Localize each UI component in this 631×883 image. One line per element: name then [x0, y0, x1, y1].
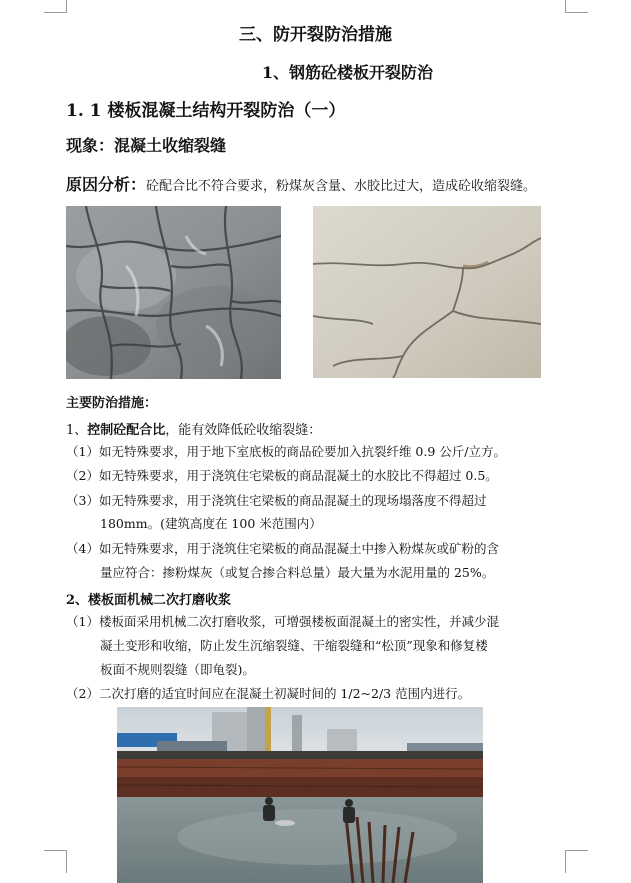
measure-1-item-4: （4）如无特殊要求，用于浇筑住宅梁板的商品混凝土中掺入粉煤灰或矿粉的含 — [66, 541, 499, 556]
corner-mark-bottom-right — [565, 850, 588, 873]
measures-heading: 主要防治措施： — [66, 396, 158, 411]
construction-site-photo — [117, 707, 483, 883]
phenomenon-heading: 现象：混凝土收缩裂缝 — [66, 136, 227, 155]
measure-2: 2、楼板面机械二次打磨收浆 — [66, 593, 232, 608]
measure-1-item-1: （1）如无特殊要求，用于地下室底板的商品砼要加入抗裂纤维 0.9 公斤/立方。 — [66, 444, 506, 459]
measure-1-prefix: 1、 — [66, 423, 88, 438]
crack-photo-ceiling — [66, 206, 281, 379]
item-title: 1. 1 楼板混凝土结构开裂防治（一） — [66, 101, 346, 121]
corner-mark-top-left — [44, 0, 67, 13]
corner-mark-top-right — [565, 0, 588, 13]
measure-1 — [66, 419, 321, 438]
subsection-title: 1、钢筋砼楼板开裂防治 — [261, 63, 434, 82]
measure-2-item-1-cont2: 板面不规则裂缝（即龟裂)。 — [100, 662, 255, 677]
crack-photo-ceiling-image — [66, 206, 281, 379]
measure-1-item-3: （3）如无特殊要求，用于浇筑住宅梁板的商品混凝土的现场塌落度不得超过 — [66, 493, 487, 508]
measure-1-bold: 控制砼配合比 — [87, 423, 166, 438]
measure-2-item-1-cont: 凝土变形和收缩，防止发生沉缩裂缝、干缩裂缝和“松顶”现象和修复楼 — [100, 638, 488, 653]
measure-1-rest: ，能有效降低砼收缩裂缝： — [165, 423, 322, 438]
cause-text: 砼配合比不符合要求，粉煤灰含量、水胶比过大，造成砼收缩裂缝。 — [146, 179, 537, 194]
construction-site-photo-image — [117, 707, 483, 883]
crack-photo-slab-image — [313, 206, 541, 378]
measure-2-item-1: （1）楼板面采用机械二次打磨收浆，可增强楼板面混凝土的密实性，并减少混 — [66, 614, 499, 629]
corner-mark-bottom-left — [44, 850, 67, 873]
measure-1-item-2: （2）如无特殊要求，用于浇筑住宅梁板的商品混凝土的水胶比不得超过 0.5。 — [66, 468, 498, 483]
crack-photo-slab — [313, 206, 541, 378]
cause-analysis — [66, 172, 536, 195]
measure-2-item-2: （2）二次打磨的适宜时间应在混凝土初凝时间的 1/2~2/3 范围内进行。 — [66, 686, 471, 701]
section-title: 三、防开裂防治措施 — [239, 25, 392, 45]
measure-1-item-3-cont: 180mm。(建筑高度在 100 米范围内） — [100, 516, 322, 531]
measure-1-item-4-cont: 量应符合：掺粉煤灰（或复合掺合料总量）最大量为水泥用量的 25%。 — [100, 565, 495, 580]
cause-label: 原因分析： — [66, 175, 147, 194]
